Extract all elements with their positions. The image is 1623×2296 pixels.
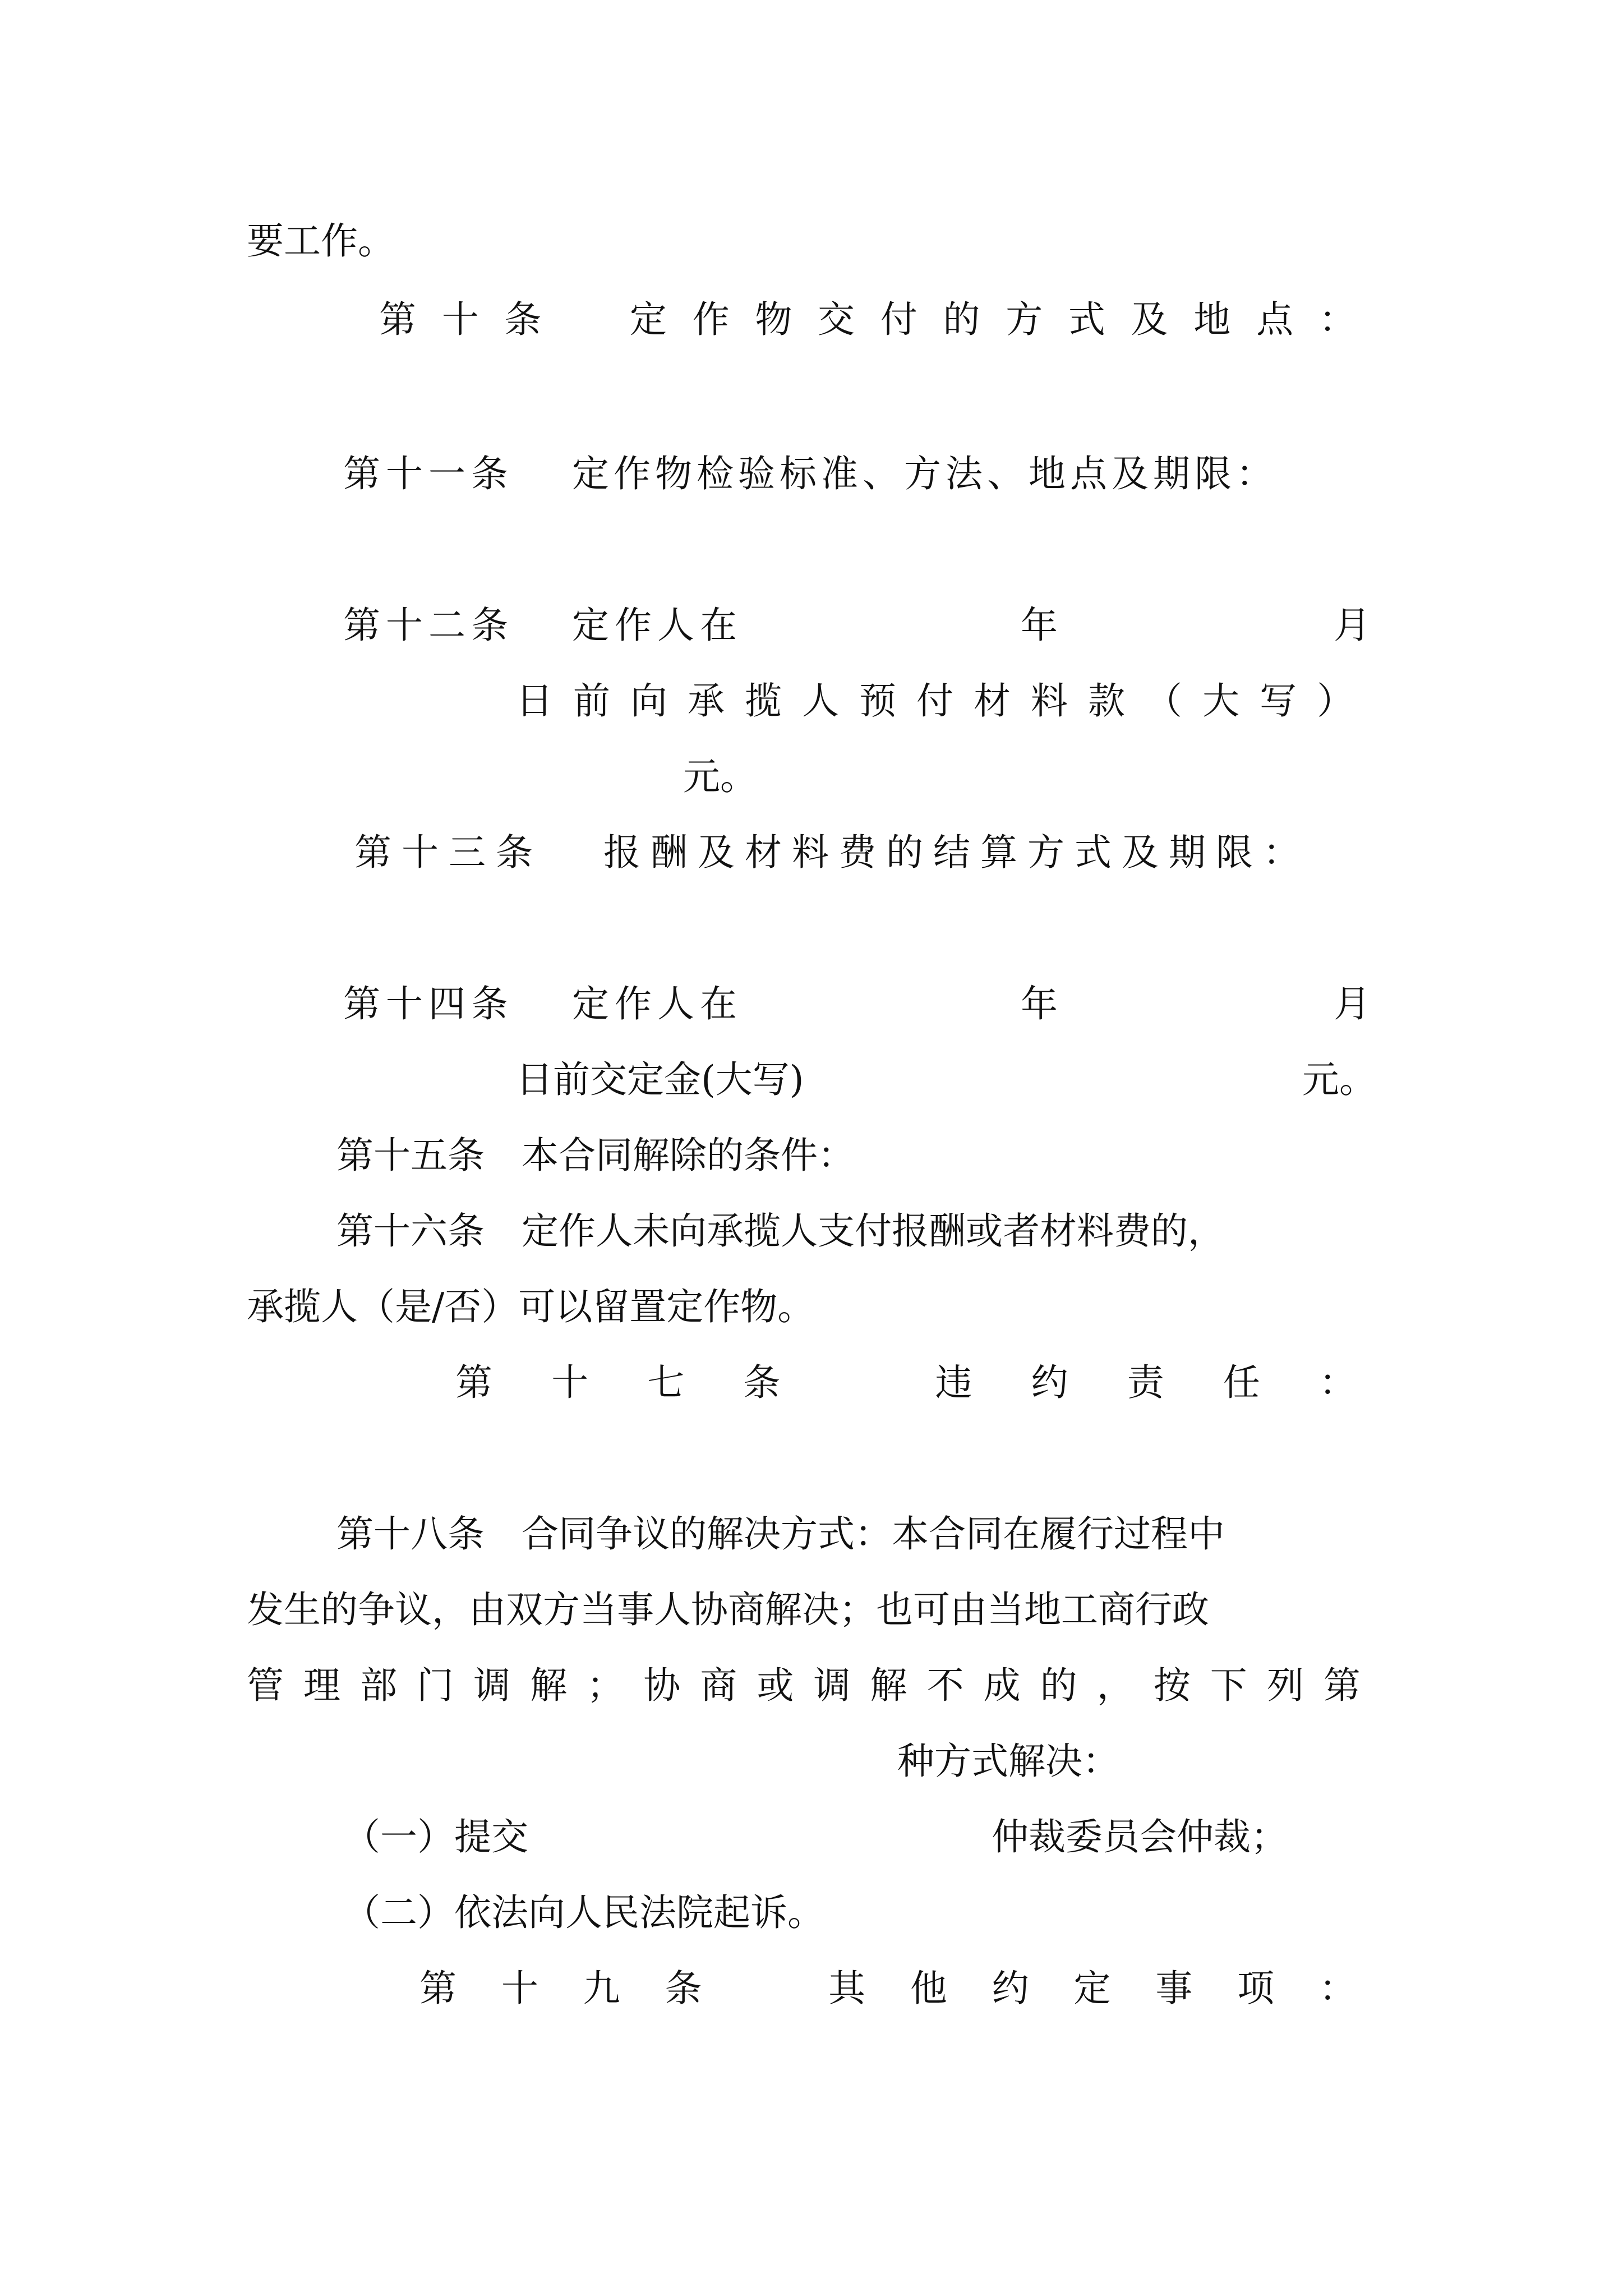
article-18-line-3-char: ， bbox=[1096, 1664, 1134, 1707]
article-16-line-2: 承揽人（是/否）可以留置定作物。 bbox=[247, 1285, 815, 1328]
article-14-month: 月 bbox=[1334, 982, 1371, 1025]
article-10-char: 定 bbox=[629, 298, 667, 341]
article-18-line-3-char: 第 bbox=[1323, 1664, 1361, 1707]
article-19-char: 条 bbox=[665, 1967, 702, 2010]
article-12-year: 年 bbox=[1021, 604, 1058, 647]
article-14-year: 年 bbox=[1021, 982, 1058, 1025]
article-12-text: 定作人在 bbox=[572, 604, 743, 647]
article-11-text: 定作物检验标准、方法、地点及期限： bbox=[572, 452, 1278, 495]
article-17-char: ： bbox=[1318, 1361, 1356, 1404]
article-10-char: 及 bbox=[1131, 298, 1168, 341]
article-19-char: 事 bbox=[1155, 1967, 1193, 2010]
article-17-char: 条 bbox=[743, 1361, 781, 1404]
article-19-char: 第 bbox=[419, 1967, 457, 2010]
article-18-line-3-char: 下 bbox=[1210, 1664, 1247, 1707]
article-10-char: 第 bbox=[379, 298, 416, 341]
article-10-char: 式 bbox=[1068, 298, 1105, 341]
article-10-char: 作 bbox=[692, 298, 730, 341]
article-19-char: 约 bbox=[992, 1967, 1029, 2010]
article-19-char bbox=[746, 1963, 783, 2014]
article-19-char: 其 bbox=[828, 1967, 866, 2010]
article-14-label: 第十四条 bbox=[343, 982, 514, 1025]
article-17-heading bbox=[455, 1358, 1356, 1408]
article-18-line-3-char: 商 bbox=[700, 1664, 737, 1707]
article-19-char: 十 bbox=[501, 1967, 538, 2010]
article-14-line-2: 日前交定金(大写) bbox=[516, 1058, 804, 1101]
article-19-char: 九 bbox=[583, 1967, 620, 2010]
article-17-char: 十 bbox=[551, 1361, 589, 1404]
article-12-line-3: 元。 bbox=[683, 755, 757, 798]
article-19-char: 他 bbox=[910, 1967, 947, 2010]
article-13-label: 第十三条 bbox=[354, 831, 543, 874]
article-18-option-1-start: （一）提交 bbox=[343, 1815, 528, 1858]
article-19-heading bbox=[419, 1963, 1356, 2014]
article-17-char: 责 bbox=[1127, 1361, 1164, 1404]
article-10-char: 点 bbox=[1256, 298, 1294, 341]
article-18-line-3-char: 协 bbox=[643, 1664, 681, 1707]
article-10-char: 的 bbox=[943, 298, 980, 341]
article-12-month: 月 bbox=[1334, 604, 1371, 647]
article-10-char: 物 bbox=[755, 298, 792, 341]
article-18-line-3-char: 理 bbox=[303, 1664, 341, 1707]
article-10-char: 付 bbox=[880, 298, 917, 341]
article-17-char: 违 bbox=[935, 1361, 972, 1404]
article-18-line-3-char: 解 bbox=[530, 1664, 568, 1707]
article-18-line-3-char: 不 bbox=[926, 1664, 964, 1707]
article-18-line-3-char: 部 bbox=[360, 1664, 398, 1707]
article-16-line-1: 第十六条 定作人未向承揽人支付报酬或者材料费的， bbox=[336, 1209, 1225, 1253]
article-18-line-3-char: 的 bbox=[1040, 1664, 1077, 1707]
article-17-char bbox=[839, 1358, 876, 1408]
article-18-line-3-char: 列 bbox=[1266, 1664, 1304, 1707]
article-18-line-3-char: 解 bbox=[870, 1664, 907, 1707]
article-18-line-3-char: 调 bbox=[473, 1664, 511, 1707]
article-18-option-1-end: 仲裁委员会仲裁； bbox=[992, 1815, 1288, 1858]
article-18-line-3-char: 或 bbox=[757, 1664, 794, 1707]
article-18-line-3-char: 管 bbox=[247, 1664, 284, 1707]
article-18-line-3 bbox=[247, 1660, 1361, 1711]
article-12-line-2: 日前向承揽人预付材料款（大写） bbox=[516, 679, 1374, 723]
article-17-char: 约 bbox=[1031, 1361, 1068, 1404]
article-18-option-2: （二）依法向人民法院起诉。 bbox=[343, 1891, 824, 1934]
article-19-char: ： bbox=[1318, 1967, 1356, 2010]
article-18-line-3-char: 成 bbox=[983, 1664, 1021, 1707]
article-18-line-1: 第十八条 合同争议的解决方式：本合同在履行过程中 bbox=[336, 1512, 1225, 1556]
article-10-char: 交 bbox=[818, 298, 855, 341]
article-15: 第十五条 本合同解除的条件： bbox=[336, 1134, 855, 1177]
article-11-label: 第十一条 bbox=[343, 452, 514, 495]
article-10-char: 条 bbox=[504, 298, 542, 341]
article-18-line-4: 种方式解决： bbox=[897, 1740, 1119, 1783]
article-18-line-3-char: 按 bbox=[1153, 1664, 1191, 1707]
article-18-line-3-char: ； bbox=[587, 1664, 624, 1707]
continuation-line: 要工作。 bbox=[247, 219, 395, 263]
article-17-char: 任 bbox=[1223, 1361, 1260, 1404]
article-14-line-2-end: 元。 bbox=[1302, 1058, 1376, 1101]
article-10-heading bbox=[379, 295, 1356, 345]
article-10-char: 方 bbox=[1006, 298, 1043, 341]
article-17-char: 第 bbox=[455, 1361, 492, 1404]
article-19-char: 定 bbox=[1073, 1967, 1111, 2010]
article-10-char bbox=[567, 295, 604, 345]
article-10-char: 十 bbox=[441, 298, 479, 341]
article-13-text: 报酬及材料费的结算方式及期限： bbox=[603, 831, 1310, 874]
article-14-text: 定作人在 bbox=[572, 982, 743, 1025]
article-12-label: 第十二条 bbox=[343, 604, 514, 647]
article-18-line-3-char: 调 bbox=[813, 1664, 851, 1707]
article-19-char: 项 bbox=[1237, 1967, 1275, 2010]
article-10-char: 地 bbox=[1193, 298, 1231, 341]
article-10-char: ： bbox=[1318, 298, 1356, 341]
article-17-char: 七 bbox=[647, 1361, 685, 1404]
article-18-line-3-char: 门 bbox=[417, 1664, 454, 1707]
article-18-line-2: 发生的争议，由双方当事人协商解决；也可由当地工商行政 bbox=[247, 1588, 1209, 1631]
